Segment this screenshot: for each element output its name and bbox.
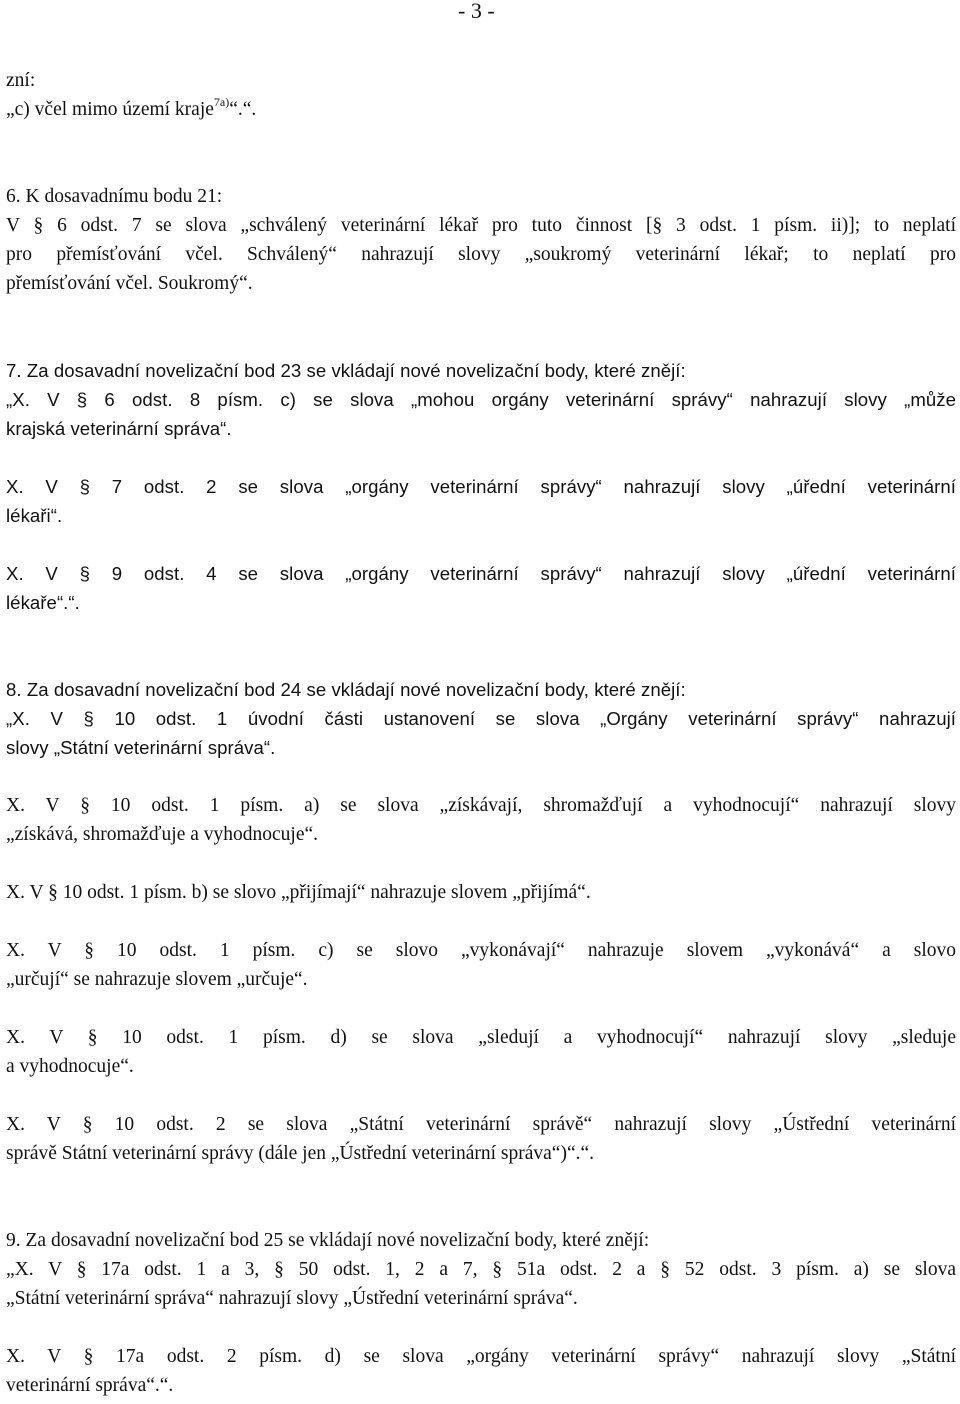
item-9-heading: 9. Za dosavadní novelizační bod 25 se vkládají nové novelizační body, které znějí: [6, 1230, 650, 1251]
item-7-p2 [6, 472, 956, 530]
item-9-p2-line-2: veterinární správa“.“. [6, 1375, 174, 1396]
item-6 [6, 182, 956, 298]
item-8-p5-line-2: a vyhodnocuje“. [6, 1056, 134, 1077]
intro-line-2 [6, 95, 956, 124]
item-9-p1-line-2: „Státní veterinární správa“ nahrazují slovy „Ústřední veterinární správa“. [6, 1288, 578, 1309]
item-6-heading: 6. K dosavadnímu bodu 21: [6, 186, 223, 207]
item-8-p1-line-1: „X. V § 10 odst. 1 úvodní části ustanovení se slova „Orgány veterinární správy“ nahrazují [6, 708, 956, 729]
item-7-p1-line-2: krajská veterinární správa“. [6, 418, 232, 439]
item-8-p5-line-1: X. V § 10 odst. 1 písm. d) se slova „sledují a vyhodnocují“ nahrazují slovy „sleduje [6, 1027, 956, 1048]
item-7-p3-line-2: lékaře“.“. [6, 592, 80, 613]
item-8-p6-line-1: X. V § 10 odst. 2 se slova „Státní veterinární správě“ nahrazují slovy „Ústřední veterinární [6, 1114, 956, 1135]
item-8-p2-line-2: „získává, shromažďuje a vyhodnocuje“. [6, 824, 319, 845]
intro-text: „c) včel mimo území kraje [6, 99, 214, 120]
item-8-p4-line-2: „určují“ se nahrazuje slovem „určuje“. [6, 969, 308, 990]
item-7-p2-line-2: lékaři“. [6, 505, 63, 526]
item-8-p2 [6, 791, 956, 849]
item-6-line-1: V § 6 odst. 7 se slova „schválený veterinární lékař pro tuto činnost [§ 3 odst. 1 písm. ii)]; to neplatí [6, 215, 956, 236]
item-8-p3-line-1: X. V § 10 odst. 1 písm. b) se slovo „přijímají“ nahrazuje slovem „přijímá“. [6, 882, 591, 903]
item-8-p3 [6, 878, 956, 907]
item-9 [6, 1226, 956, 1313]
page-number: - 3 - [458, 0, 495, 23]
item-8-p6-line-2: správě Státní veterinární správy (dále jen „Ústřední veterinární správa“)“.“. [6, 1143, 594, 1164]
item-8 [6, 675, 956, 762]
item-8-p4-line-1: X. V § 10 odst. 1 písm. c) se slovo „vykonávají“ nahrazuje slovem „vykonává“ a slovo [6, 940, 956, 961]
intro-block [6, 66, 956, 124]
item-8-heading: 8. Za dosavadní novelizační bod 24 se vkládají nové novelizační body, které znějí: [6, 679, 686, 700]
item-6-line-2: pro přemísťování včel. Schválený“ nahrazují slovy „soukromý veterinární lékař; to neplatí pro [6, 244, 956, 265]
item-6-line-3: přemísťování včel. Soukromý“. [6, 273, 253, 294]
item-9-p2 [6, 1342, 956, 1400]
item-7 [6, 356, 956, 443]
intro-line-1: zní: [6, 70, 36, 91]
item-7-p3-line-1: X. V § 9 odst. 4 se slova „orgány veterinární správy“ nahrazují slovy „úřední veterinární [6, 563, 956, 584]
item-9-p1-line-1: „X. V § 17a odst. 1 a 3, § 50 odst. 1, 2 a 7, § 51a odst. 2 a § 52 odst. 3 písm. a) se slova [6, 1259, 956, 1280]
item-7-p1-line-1: „X. V § 6 odst. 8 písm. c) se slova „mohou orgány veterinární správy“ nahrazují slovy „může [6, 389, 956, 410]
item-8-p1-line-2: slovy „Státní veterinární správa“. [6, 737, 276, 758]
item-7-p2-line-1: X. V § 7 odst. 2 se slova „orgány veterinární správy“ nahrazují slovy „úřední veterinární [6, 476, 956, 497]
item-8-p5 [6, 1023, 956, 1081]
intro-end: “.“. [229, 99, 257, 120]
item-8-p2-line-1: X. V § 10 odst. 1 písm. a) se slova „získávají, shromažďují a vyhodnocují“ nahrazují slovy [6, 795, 956, 816]
item-8-p4 [6, 936, 956, 994]
footnote-ref: 7a) [213, 94, 230, 109]
item-8-p6 [6, 1110, 956, 1168]
item-7-heading: 7. Za dosavadní novelizační bod 23 se vkládají nové novelizační body, které znějí: [6, 360, 686, 381]
item-9-p2-line-1: X. V § 17a odst. 2 písm. d) se slova „orgány veterinární správy“ nahrazují slovy „Státní [6, 1346, 956, 1367]
item-7-p3 [6, 559, 956, 617]
